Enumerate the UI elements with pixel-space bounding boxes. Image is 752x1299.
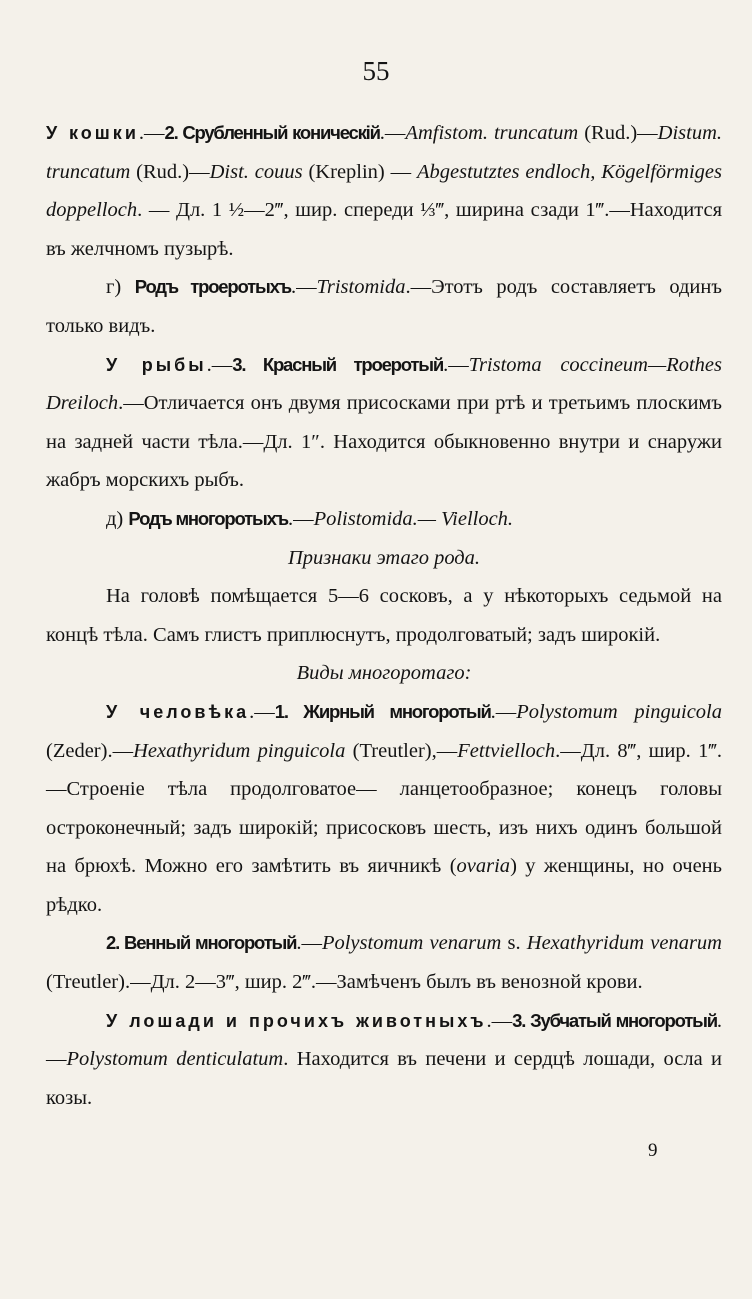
text-run: .— [296,932,322,955]
text-run: На головѣ помѣщается 5—6 сосковъ, а у нѣкоторыхъ седьмой на концѣ тѣла. Самъ глистъ приплюснутъ, продолговатый; задъ широкiй. [46,585,722,646]
text-run: .—Этотъ родъ составляетъ одинъ только видъ. [46,276,722,337]
text-run: (Rud.)— [130,160,210,183]
text-run: (Kreplin) — [302,160,418,183]
text-run: .— [206,353,233,376]
paragraph-vennyi [46,924,722,1001]
latin-name: Polistomida.— Vielloch. [313,507,514,530]
text-run: д) [106,507,129,530]
text-run: .—Отличается онъ двумя присосками при ртѣ и третьимъ плоскимъ на задней части тѣла.—Дл. 1″. Находится обыкновенно внутри и снаружи жабръ морскихъ рыбъ. [46,392,722,492]
text-run: .—Дл. 8‴, шир. 1‴.—Строенiе тѣла продолговатое— ланцетообразное; конецъ головы остроконечный; задъ широкiй; присосковъ шесть, изъ нихъ одинъ большой на брюхѣ. Можно его замѣтить въ яичникѣ ( [46,739,723,878]
text-run: .— [249,700,275,723]
text-run: (Treutler),— [345,739,458,762]
latin-name: Polystomum pinguicola [516,700,722,723]
species-heading: 2. Срубленный коническiй [164,122,380,143]
latin-name: Dist. couus [209,160,303,183]
signature-mark: 9 [648,1140,658,1161]
latin-name: Tristoma coccineum—Rothes Dreiloch [46,353,723,415]
page-body [46,114,722,1117]
text-run: .— [443,353,469,376]
text-run: .— [46,1009,722,1071]
latin-name: Amfistom. truncatum [405,122,579,144]
paragraph-vidy-heading [46,654,722,693]
text-run: .— [379,122,406,144]
species-heading: Родъ многоротыхъ [128,507,288,529]
species-heading: 3. Красный троеротый [232,353,444,375]
page-number: 55 [362,56,390,86]
latin-name: Polystomum venarum [321,932,502,955]
text-run: ) у женщины, но очень рѣдко. [46,855,722,916]
text-run: .— [138,122,165,144]
paragraph-rod-mnogorotykh [46,500,722,539]
text-run: .— [287,507,314,530]
latin-name: Hexathyridum venarum [526,932,722,955]
paragraph-ryby [46,346,722,500]
latin-name: Fettvielloch [457,739,556,762]
latin-name: Hexathyridum pinguicola [133,739,346,762]
text-run: (Zeder).— [46,739,134,762]
host-heading: У рыбы [106,354,207,375]
text-run: (Rud.)— [578,122,658,144]
text-run: s. [501,932,527,955]
host-heading: У человѣка [106,701,250,722]
text-run: г) [106,276,135,299]
text-run: .— [290,276,317,299]
latin-name: Polystomum denticulatum [66,1048,284,1071]
host-heading: У кошки [46,123,139,143]
latin-name: Виды многоротаго: [296,662,472,685]
paragraph-priznaki [46,577,722,654]
paragraph-cheloveka [46,693,722,925]
species-heading: Родъ троеротыхъ [134,276,291,298]
paragraph-priznaki-heading [46,539,722,578]
host-heading: У лошади и прочихъ животныхъ [106,1010,487,1031]
paragraph-loshadi [46,1002,722,1118]
latin-name: Признаки этаго рода. [287,546,481,569]
species-heading: 1. Жирный многоротый [274,700,491,722]
species-heading: 3. Зубчатый многоротый [512,1009,717,1031]
latin-name: Abgestutztes endloch, Kögelförmiges doppelloch [46,160,722,222]
text-run: . — Дл. 1 ½—2‴, шир. спереди ⅓‴, ширина сзади 1‴.—Находится въ желчномъ пузырѣ. [46,199,722,260]
species-heading: 2. Венный многоротый [106,932,297,954]
text-run: . Находится въ печени и сердцѣ лошади, осла и козы. [46,1048,722,1109]
text-run: .— [486,1009,513,1032]
text-run: (Treutler).—Дл. 2—3‴, шир. 2‴.—Замѣченъ былъ въ венозной крови. [46,971,643,994]
latin-name: Tristomida [316,276,406,299]
latin-name: Distum. truncatum [46,122,723,183]
paragraph-koshki [46,114,722,268]
text-run: .— [490,700,517,723]
paragraph-rod-troerotykh [46,268,722,345]
latin-name: ovaria [456,855,511,878]
